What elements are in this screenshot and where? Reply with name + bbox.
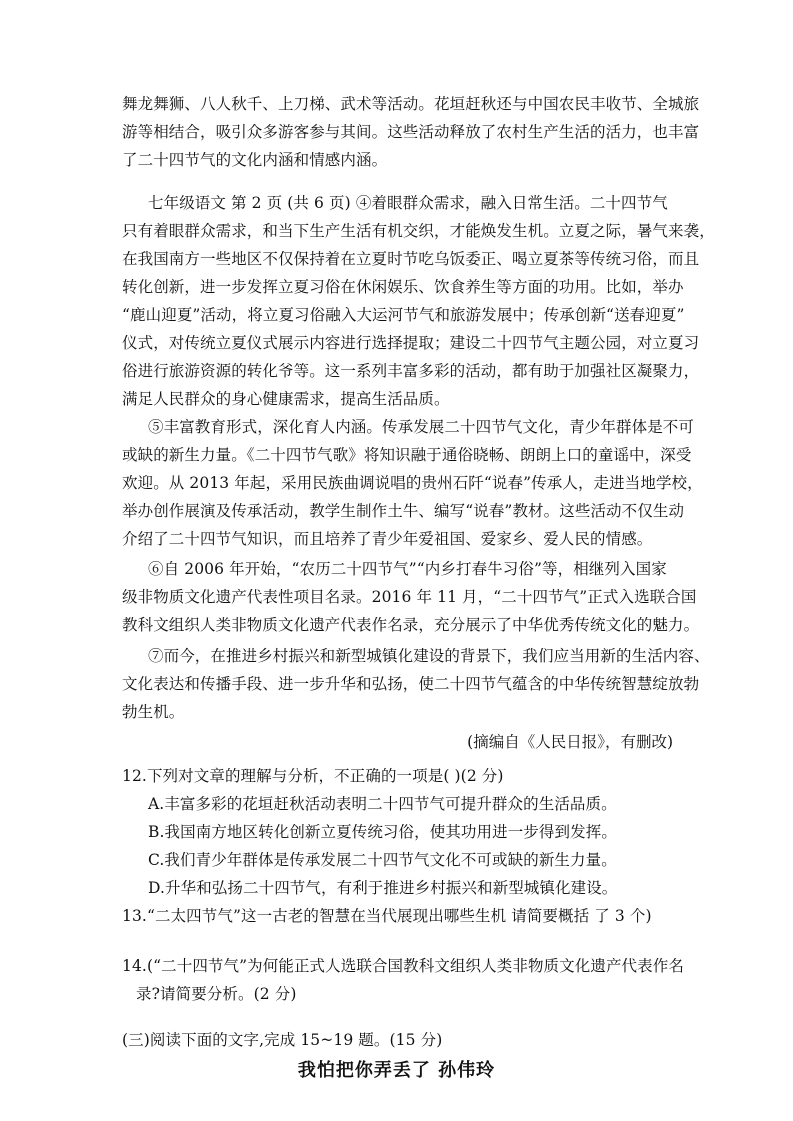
question-14-line-1: 14.(“二十四节气”为何能正式人选联合国教科文组织人类非物质文化遗产代表作名 [122, 957, 684, 975]
question-12-stem: 12.下列对文章的理解与分析，不正确的一项是( )(2 分) [122, 767, 504, 785]
para5-line-4: 举办创作展演及传承活动，教学生制作土牛、编写“说春”教材。这些活动不仅生动 [122, 502, 685, 520]
intro-line-1: 舞龙舞狮、八人秋千、上刀梯、武术等活动。花垣赶秋还与中国农民丰收节、全城旅 [122, 95, 700, 113]
para4-line-5: “鹿山迎夏”活动，将立夏习俗融入大运河节气和旅游发展中；传承创新“送春迎夏” [122, 306, 685, 324]
para6-line-2: 级非物质文化遗产代表性项目名录。2016 年 11 月，“二十四节气”正式入选联合国 [122, 588, 697, 606]
question-12-option-b: B.我国南方地区转化创新立夏传统习俗，使其功用进一步得到发挥。 [148, 823, 617, 841]
para4-line-1 [148, 189, 682, 217]
para6-line-1: ⑥自 2006 年开始，“农历二十四节气”“内乡打春牛习俗”等，相继列入国家 [148, 560, 667, 578]
intro-line-3: 了二十四节气的文化内涵和情感内涵。 [122, 151, 388, 169]
story-title: 我怕把你弄丢了 孙伟玲 [297, 1060, 496, 1081]
question-14-line-2: 录?请简要分析。(2 分) [136, 985, 297, 1003]
para4-line-4: 转化创新，进一步发挥立夏习俗在休闲娱乐、饮食养生等方面的功用。比如，举办 [122, 278, 684, 296]
intro-line-2: 游等相结合，吸引众多游客参与其间。这些活动释放了农村生产生活的活力，也丰富 [122, 123, 700, 141]
para7-line-1: ⑦而今，在推进乡村振兴和新型城镇化建设的背景下，我们应当用新的生活内容、 [148, 647, 710, 665]
para5-line-1: ⑤丰富教育形式，深化育人内涵。传承发展二十四节气文化，青少年群体是不可 [148, 418, 695, 436]
para4-line-3: 在我国南方一些地区不仅保持着在立夏时节吃乌饭委正、喝立夏茶等传统习俗，而且 [122, 250, 700, 268]
page-header: 七年级语文 第 2 页 (共 6 页) [148, 194, 351, 212]
para4-line-6: 仪式，对传统立夏仪式展示内容进行选择提取；建设二十四节气主题公园，对立夏习 [122, 334, 700, 352]
article-source: (摘编自《人民日报》，有删改) [467, 733, 673, 751]
para5-line-5: 介绍了二十四节气知识，而且培养了青少年爱祖国、爱家乡、爱人民的情感。 [122, 530, 653, 548]
para4-line-8: 满足人民群众的身心健康需求，提高生活品质。 [122, 390, 450, 408]
para5-line-2: 或缺的新生力量。《二十四节气歌》将知识融于通俗晓畅、朗朗上口的童谣中，深受 [122, 446, 692, 464]
question-12-option-a: A.丰富多彩的花垣赶秋活动表明二十四节气可提升群众的生活品质。 [148, 795, 617, 813]
question-13: 13.“二太四节气”这一古老的智慧在当代展现出哪些生机 请简要概括 了 3 个) [122, 907, 652, 925]
question-12-option-c: C.我们青少年群体是传承发展二十四节气文化不可或缺的新生力量。 [148, 851, 617, 869]
question-12-option-d: D.升华和弘扬二十四节气，有利于推进乡村振兴和新型城镇化建设。 [148, 879, 618, 897]
para4-line-7: 俗进行旅游资源的转化爷等。这一系列丰富多彩的活动，都有助于加强社区凝聚力， [122, 362, 700, 380]
section-3-heading: (三)阅读下面的文字,完成 15~19 题。(15 分) [122, 1031, 443, 1049]
para5-line-3: 欢迎。从 2013 年起，采用民族曲调说唱的贵州石阡“说春”传承人，走进当地学校， [122, 474, 703, 492]
para7-line-2: 文化表达和传播手段、进一步升华和弘扬，使二十四节气蕴含的中华传统智慧绽放勃 [122, 675, 700, 693]
para6-line-3: 教科文组织人类非物质文化遗产代表作名录，充分展示了中华优秀传统文化的魅力。 [122, 616, 700, 634]
para4-line-2: 只有着眼群众需求，和当下生产生活有机交织，才能焕发生机。立夏之际，暑气来袭， [122, 222, 715, 240]
para4-start: ④着眼群众需求，融入日常生活。二十四节气 [355, 194, 668, 212]
para7-line-3: 勃生机。 [122, 703, 185, 721]
